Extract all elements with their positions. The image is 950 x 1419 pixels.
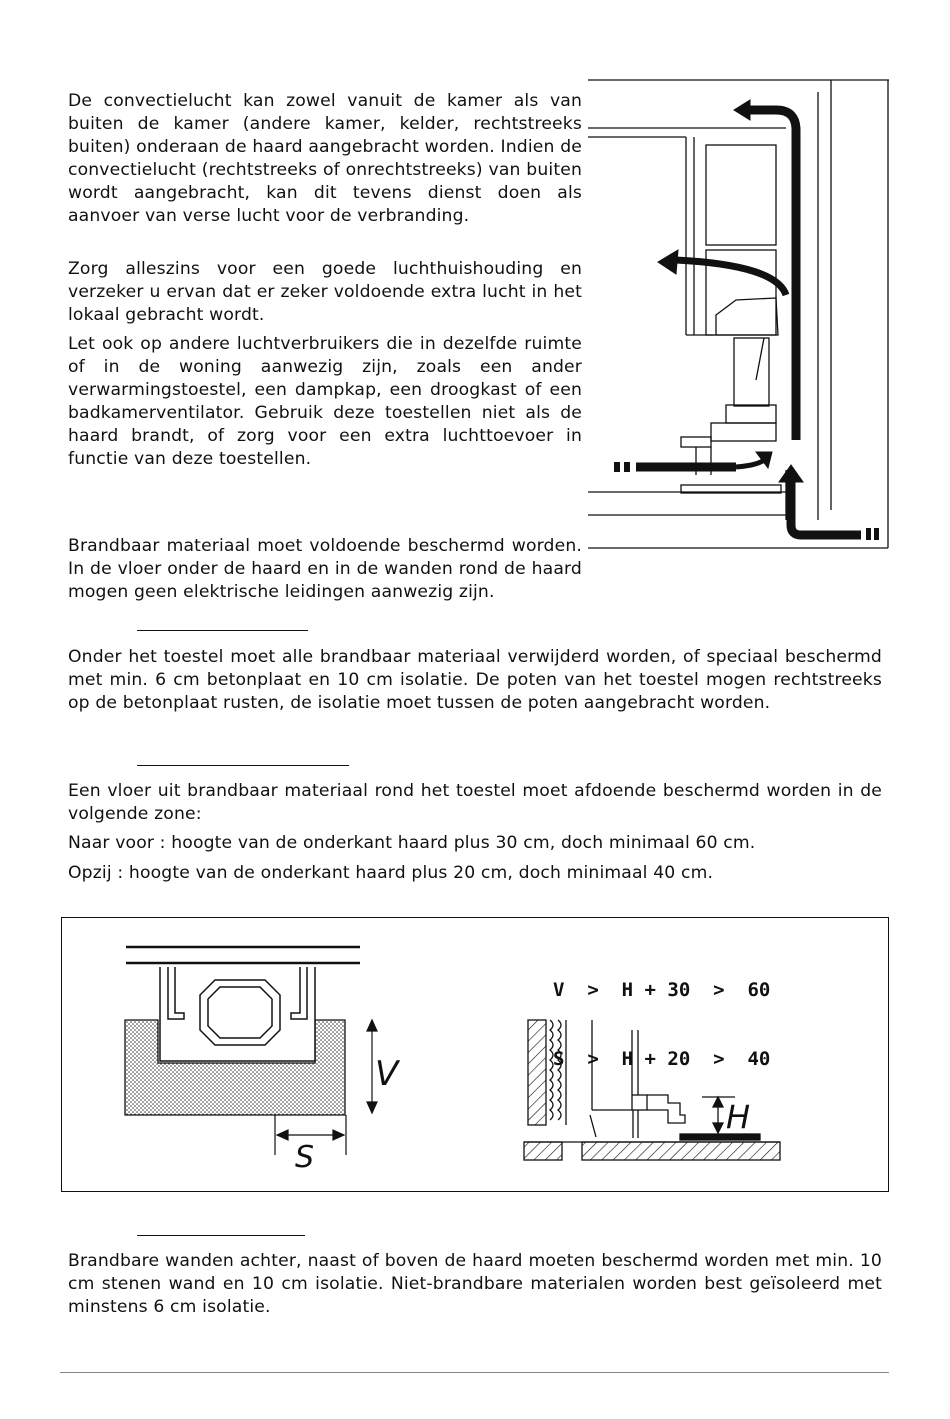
label-s: S (295, 1140, 315, 1175)
plan-view-diagram (120, 935, 399, 1175)
under-device-paragraph: Onder het toestel moet alle brandbaar materiaal verwijderd worden, of speciaal beschermd met min. 6 cm betonplaat en 10 cm isolatie. De poten van het toestel mogen rechtstreeks op de betonplaat rusten, de isolatie moet tussen de poten aangebracht worden. (68, 647, 882, 713)
walls-paragraph: Brandbare wanden achter, naast of boven de haard moeten beschermd worden met min. 10 cm stenen wand en 10 cm isolatie. Niet-brandbare materialen worden best geïsoleerd met minstens 6 cm isolatie. (68, 1251, 882, 1317)
convection-paragraph-3: Let ook op andere luchtverbruikers die in dezelfde ruimte of in de woning aanwezig zijn, zoals een ander verwarmingstoestel, een dampkap, een droogkast of een badkamerventilator. Gebruik deze toestellen niet als de haard brandt, of zorg voor een extra luchttoevoer in functie van deze toestellen. (68, 334, 582, 469)
floor-front-rule: Naar voor : hoogte van de onderkant haard plus 30 cm, doch minimaal 60 cm. (68, 833, 756, 853)
label-v: V (375, 1054, 399, 1094)
section-rule-1 (137, 630, 308, 631)
section-view-diagram (520, 1015, 790, 1170)
formula-v: V > H + 30 > 60 (553, 979, 771, 1001)
flammable-paragraph: Brandbaar materiaal moet voldoende beschermd worden. In de vloer onder de haard en in de wanden rond de haard mogen geen elektrische leidingen aanwezig zijn. (68, 536, 582, 602)
label-h: H (726, 1098, 751, 1136)
section-rule-2 (137, 765, 349, 766)
floor-side-rule: Opzij : hoogte van de onderkant haard plus 20 cm, doch minimaal 40 cm. (68, 863, 714, 883)
convection-paragraph-1: De convectielucht kan zowel vanuit de kamer als van buiten de kamer (andere kamer, kelder, rechtstreeks buiten) onderaan de haard aangebracht worden. Indien de convectielucht (rechtstreeks of onrechtstreeks) van buiten wordt aangebracht, kan dit tevens dienst doen als aanvoer van verse lucht voor de verbranding. (68, 91, 582, 226)
formula-s: S > H + 20 > 40 (553, 1048, 771, 1070)
convection-diagram (586, 80, 889, 550)
section-rule-3 (137, 1235, 305, 1236)
convection-paragraph-2: Zorg alleszins voor een goede luchthuishouding en verzeker u ervan dat er zeker voldoende extra lucht in het lokaal gebracht wordt. (68, 259, 582, 325)
footer-rule (60, 1372, 889, 1373)
floor-paragraph: Een vloer uit brandbaar materiaal rond het toestel moet afdoende beschermd worden in de volgende zone: (68, 781, 882, 824)
